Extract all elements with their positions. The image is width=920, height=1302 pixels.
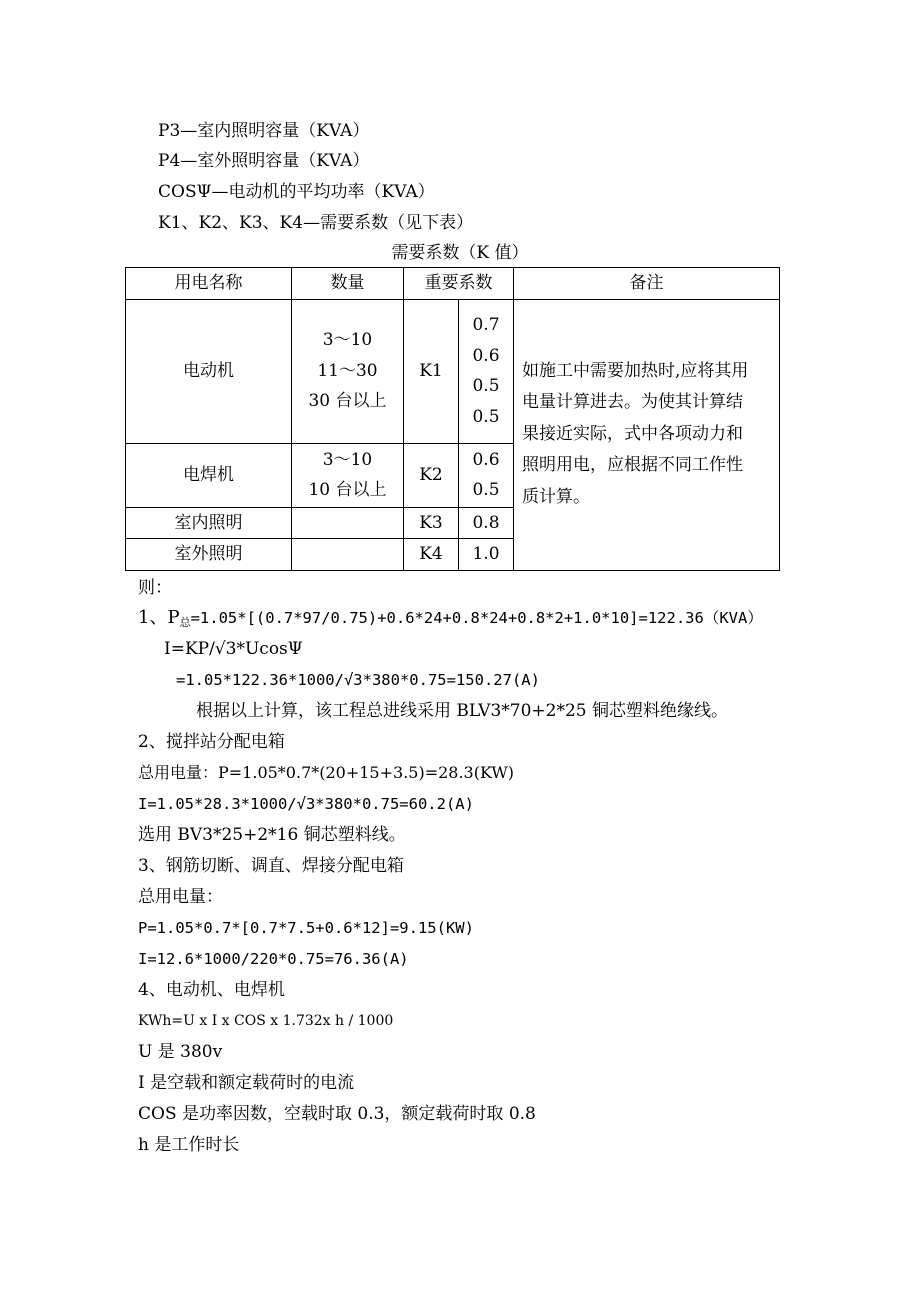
quantity-line: 30 台以上	[308, 391, 387, 412]
row-motor-values	[459, 299, 514, 443]
section-3-power: P=1.05*0.7*[0.7*7.5+0.6*12]=9.15(KW)	[138, 919, 474, 937]
row-outdoor-name: 室外照明	[126, 539, 292, 571]
section-2-cable: 选用 BV3*25+2*16 铜芯塑料线。	[138, 825, 406, 845]
header-coefficient: 重要系数	[404, 268, 514, 300]
header-remark: 备注	[514, 268, 780, 300]
current-formula: I=KP/√3*UcosΨ	[164, 639, 303, 659]
section-3-current: I=12.6*1000/220*0.75=76.36(A)	[138, 950, 409, 968]
section-4-title: 4、电动机、电焊机	[138, 980, 285, 1000]
definition-p4: P4—室外照明容量（KVA）	[158, 151, 370, 171]
p-total-expression: =1.05*[(0.7*97/0.75)+0.6*24+0.8*24+0.8*2+1.0*10]=122.36（KVA）	[190, 609, 763, 627]
current-result: =1.05*122.36*1000/√3*380*0.75=150.27(A)	[176, 671, 540, 689]
section-2-power: 总用电量：P=1.05*0.7*(20+15+3.5)=28.3(KW)	[138, 763, 515, 782]
row-motor-k: K1	[404, 299, 459, 443]
total-power-formula	[138, 607, 763, 634]
table-row	[126, 299, 780, 443]
cos-definition: COS 是功率因数，空载时取 0.3，额定载荷时取 0.8	[138, 1104, 536, 1124]
k-value-table	[125, 267, 780, 571]
remark-line: 质计算。	[522, 486, 590, 507]
row-welder-name: 电焊机	[126, 443, 292, 507]
header-quantity: 数量	[292, 268, 404, 300]
definition-p3: P3—室内照明容量（KVA）	[158, 121, 370, 141]
coef-value: 0.6	[472, 345, 500, 366]
row-indoor-k: K3	[404, 507, 459, 539]
p-total-subscript: 总	[179, 616, 191, 629]
row-outdoor-k: K4	[404, 539, 459, 571]
section-2-current: I=1.05*28.3*1000/√3*380*0.75=60.2(A)	[138, 795, 474, 813]
section-2-title: 2、搅拌站分配电箱	[138, 732, 285, 752]
coef-value: 0.5	[472, 376, 500, 396]
remark-cell	[514, 299, 780, 570]
table-header-row	[126, 268, 780, 300]
row-motor-quantity	[292, 299, 404, 443]
u-definition: U 是 380v	[138, 1042, 223, 1062]
coef-value: 0.5	[472, 406, 500, 427]
quantity-line: 10 台以上	[308, 480, 387, 500]
section-3-label: 总用电量：	[138, 887, 223, 907]
quantity-line: 3～10	[322, 449, 373, 470]
coef-value: 0.5	[472, 480, 500, 500]
row-welder-values	[459, 443, 514, 507]
row-indoor-name: 室内照明	[126, 507, 292, 539]
kwh-formula: KWh=U x I x COS x 1.732x h / 1000	[138, 1013, 394, 1029]
definition-cos: COSΨ—电动机的平均功率（KVA）	[158, 182, 435, 202]
table-caption: 需要系数（K 值）	[391, 243, 529, 263]
main-cable-conclusion: 根据以上计算，该工程总进线采用 BLV3*70+2*25 铜芯塑料绝缘线。	[196, 701, 728, 721]
h-definition: h 是工作时长	[138, 1135, 240, 1155]
coef-value: 0.7	[472, 315, 500, 335]
row-welder-k: K2	[404, 443, 459, 507]
coef-value: 0.6	[472, 449, 500, 470]
remark-line: 照明用电，应根据不同工作性	[522, 455, 743, 476]
i-definition: I 是空载和额定载荷时的电流	[138, 1073, 355, 1093]
quantity-line: 11～30	[317, 360, 378, 381]
row-welder-quantity	[292, 443, 404, 507]
section-3-title: 3、钢筋切断、调直、焊接分配电箱	[138, 856, 404, 876]
header-name: 用电名称	[126, 268, 292, 300]
remark-line: 果接近实际，式中各项动力和	[522, 423, 743, 444]
quantity-line: 3～10	[322, 330, 373, 351]
definition-k: K1、K2、K3、K4—需要系数（见下表）	[158, 213, 474, 233]
row-motor-name: 电动机	[126, 299, 292, 443]
p-total-prefix: 1、P	[138, 607, 180, 628]
row-indoor-quantity	[292, 507, 404, 539]
row-outdoor-quantity	[292, 539, 404, 571]
then-label: 则：	[138, 578, 172, 598]
remark-line: 如施工中需要加热时,应将其用	[522, 360, 749, 381]
row-indoor-value: 0.8	[459, 507, 514, 539]
remark-line: 电量计算进去。为使其计算结	[522, 392, 743, 413]
row-outdoor-value: 1.0	[459, 539, 514, 571]
